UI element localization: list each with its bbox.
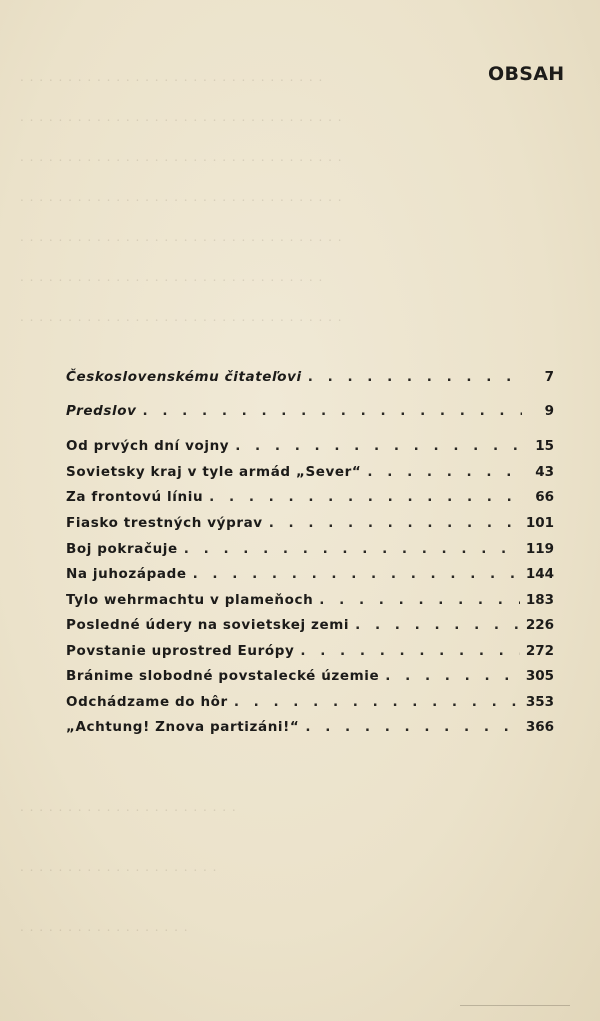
toc-entry-page: 183 — [525, 592, 554, 608]
dot-leader — [300, 643, 519, 659]
dot-leader — [269, 515, 520, 531]
dot-leader — [209, 489, 522, 505]
toc-entry-title: Boj pokračuje — [66, 541, 178, 557]
toc-entry-page: 119 — [525, 541, 554, 557]
toc-entry-title: Odchádzame do hôr — [66, 694, 228, 710]
toc-entry-page: 101 — [525, 515, 554, 531]
toc-entry-page: 66 — [535, 489, 554, 505]
toc-entry-page: 226 — [525, 617, 554, 633]
toc-entry-title: Povstanie uprostred Európy — [66, 643, 295, 659]
bleed-through-decoration: . . . . . . . . . . . . . . . . . . — [20, 920, 189, 934]
toc-entry[interactable] — [66, 617, 554, 639]
toc-entry[interactable] — [66, 369, 554, 391]
bleed-through-decoration: . . . . . . . . . . . . . . . . . . . . . . . — [20, 800, 237, 814]
toc-entry[interactable] — [66, 438, 554, 460]
toc-entry-page: 353 — [525, 694, 554, 710]
toc-entry-page: 15 — [535, 438, 554, 454]
page-title: OBSAH — [488, 63, 565, 85]
toc-entry-title: Sovietsky kraj v tyle armád „Sever“ — [66, 464, 362, 480]
toc-entry-title: Na juhozápade — [66, 566, 187, 582]
toc-entry[interactable] — [66, 489, 554, 511]
toc-entry-title: Bránime slobodné povstalecké územie — [66, 668, 380, 684]
toc-entry[interactable] — [66, 541, 554, 563]
bleed-through-decoration: . . . . . . . . . . . . . . . . . . . . . . . . . . . . . . . . . . — [20, 230, 343, 244]
toc-entry[interactable] — [66, 643, 554, 665]
toc-entry[interactable] — [66, 719, 554, 741]
dot-leader — [184, 541, 520, 557]
bleed-through-decoration: . . . . . . . . . . . . . . . . . . . . . . . . . . . . . . . . — [20, 70, 324, 84]
bleed-through-decoration: . . . . . . . . . . . . . . . . . . . . . . . . . . . . . . . . . . — [20, 310, 343, 324]
toc-entry-title: Od prvých dní vojny — [66, 438, 230, 454]
toc-entry[interactable] — [66, 566, 554, 588]
toc-entry-title: Československému čitateľovi — [66, 369, 302, 385]
bleed-through-decoration: . . . . . . . . . . . . . . . . . . . . . . . . . . . . . . . . — [20, 270, 324, 284]
toc-entry-page: 7 — [544, 369, 554, 385]
dot-leader — [355, 617, 520, 633]
dot-leader — [308, 369, 522, 385]
toc-entry[interactable] — [66, 515, 554, 537]
dot-leader — [234, 694, 520, 710]
dot-leader — [319, 592, 520, 608]
dot-leader — [235, 438, 522, 454]
toc-entry-title: Tylo wehrmachtu v plameňoch — [66, 592, 314, 608]
bleed-through-decoration: . . . . . . . . . . . . . . . . . . . . . . . . . . . . . . . . . . — [20, 190, 343, 204]
dot-leader — [193, 566, 520, 582]
toc-entry-title: Za frontovú líniu — [66, 489, 204, 505]
dot-leader — [305, 719, 519, 735]
toc-entry-page: 9 — [544, 403, 554, 419]
page-edge-mark — [460, 1005, 570, 1006]
toc-entry[interactable] — [66, 592, 554, 614]
toc-entry-title: Posledné údery na sovietskej zemi — [66, 617, 350, 633]
dot-leader — [367, 464, 522, 480]
bleed-through-decoration: . . . . . . . . . . . . . . . . . . . . . . . . . . . . . . . . . . — [20, 150, 343, 164]
toc-entry-title: „Achtung! Znova partizáni!“ — [66, 719, 300, 735]
toc-entry-page: 305 — [525, 668, 554, 684]
toc-entry[interactable] — [66, 694, 554, 716]
toc-entry[interactable] — [66, 464, 554, 486]
toc-entry-title: Fiasko trestných výprav — [66, 515, 263, 531]
toc-entry-page: 144 — [525, 566, 554, 582]
toc-entry-page: 43 — [535, 464, 554, 480]
toc-entry[interactable] — [66, 403, 554, 425]
toc-entry-page: 272 — [525, 643, 554, 659]
bleed-through-decoration: . . . . . . . . . . . . . . . . . . . . . — [20, 860, 218, 874]
toc-entry[interactable] — [66, 668, 554, 690]
toc-entry-page: 366 — [525, 719, 554, 735]
dot-leader — [385, 668, 520, 684]
toc-entry-title: Predslov — [66, 403, 137, 419]
bleed-through-decoration: . . . . . . . . . . . . . . . . . . . . . . . . . . . . . . . . . . — [20, 110, 343, 124]
dot-leader — [143, 403, 523, 419]
